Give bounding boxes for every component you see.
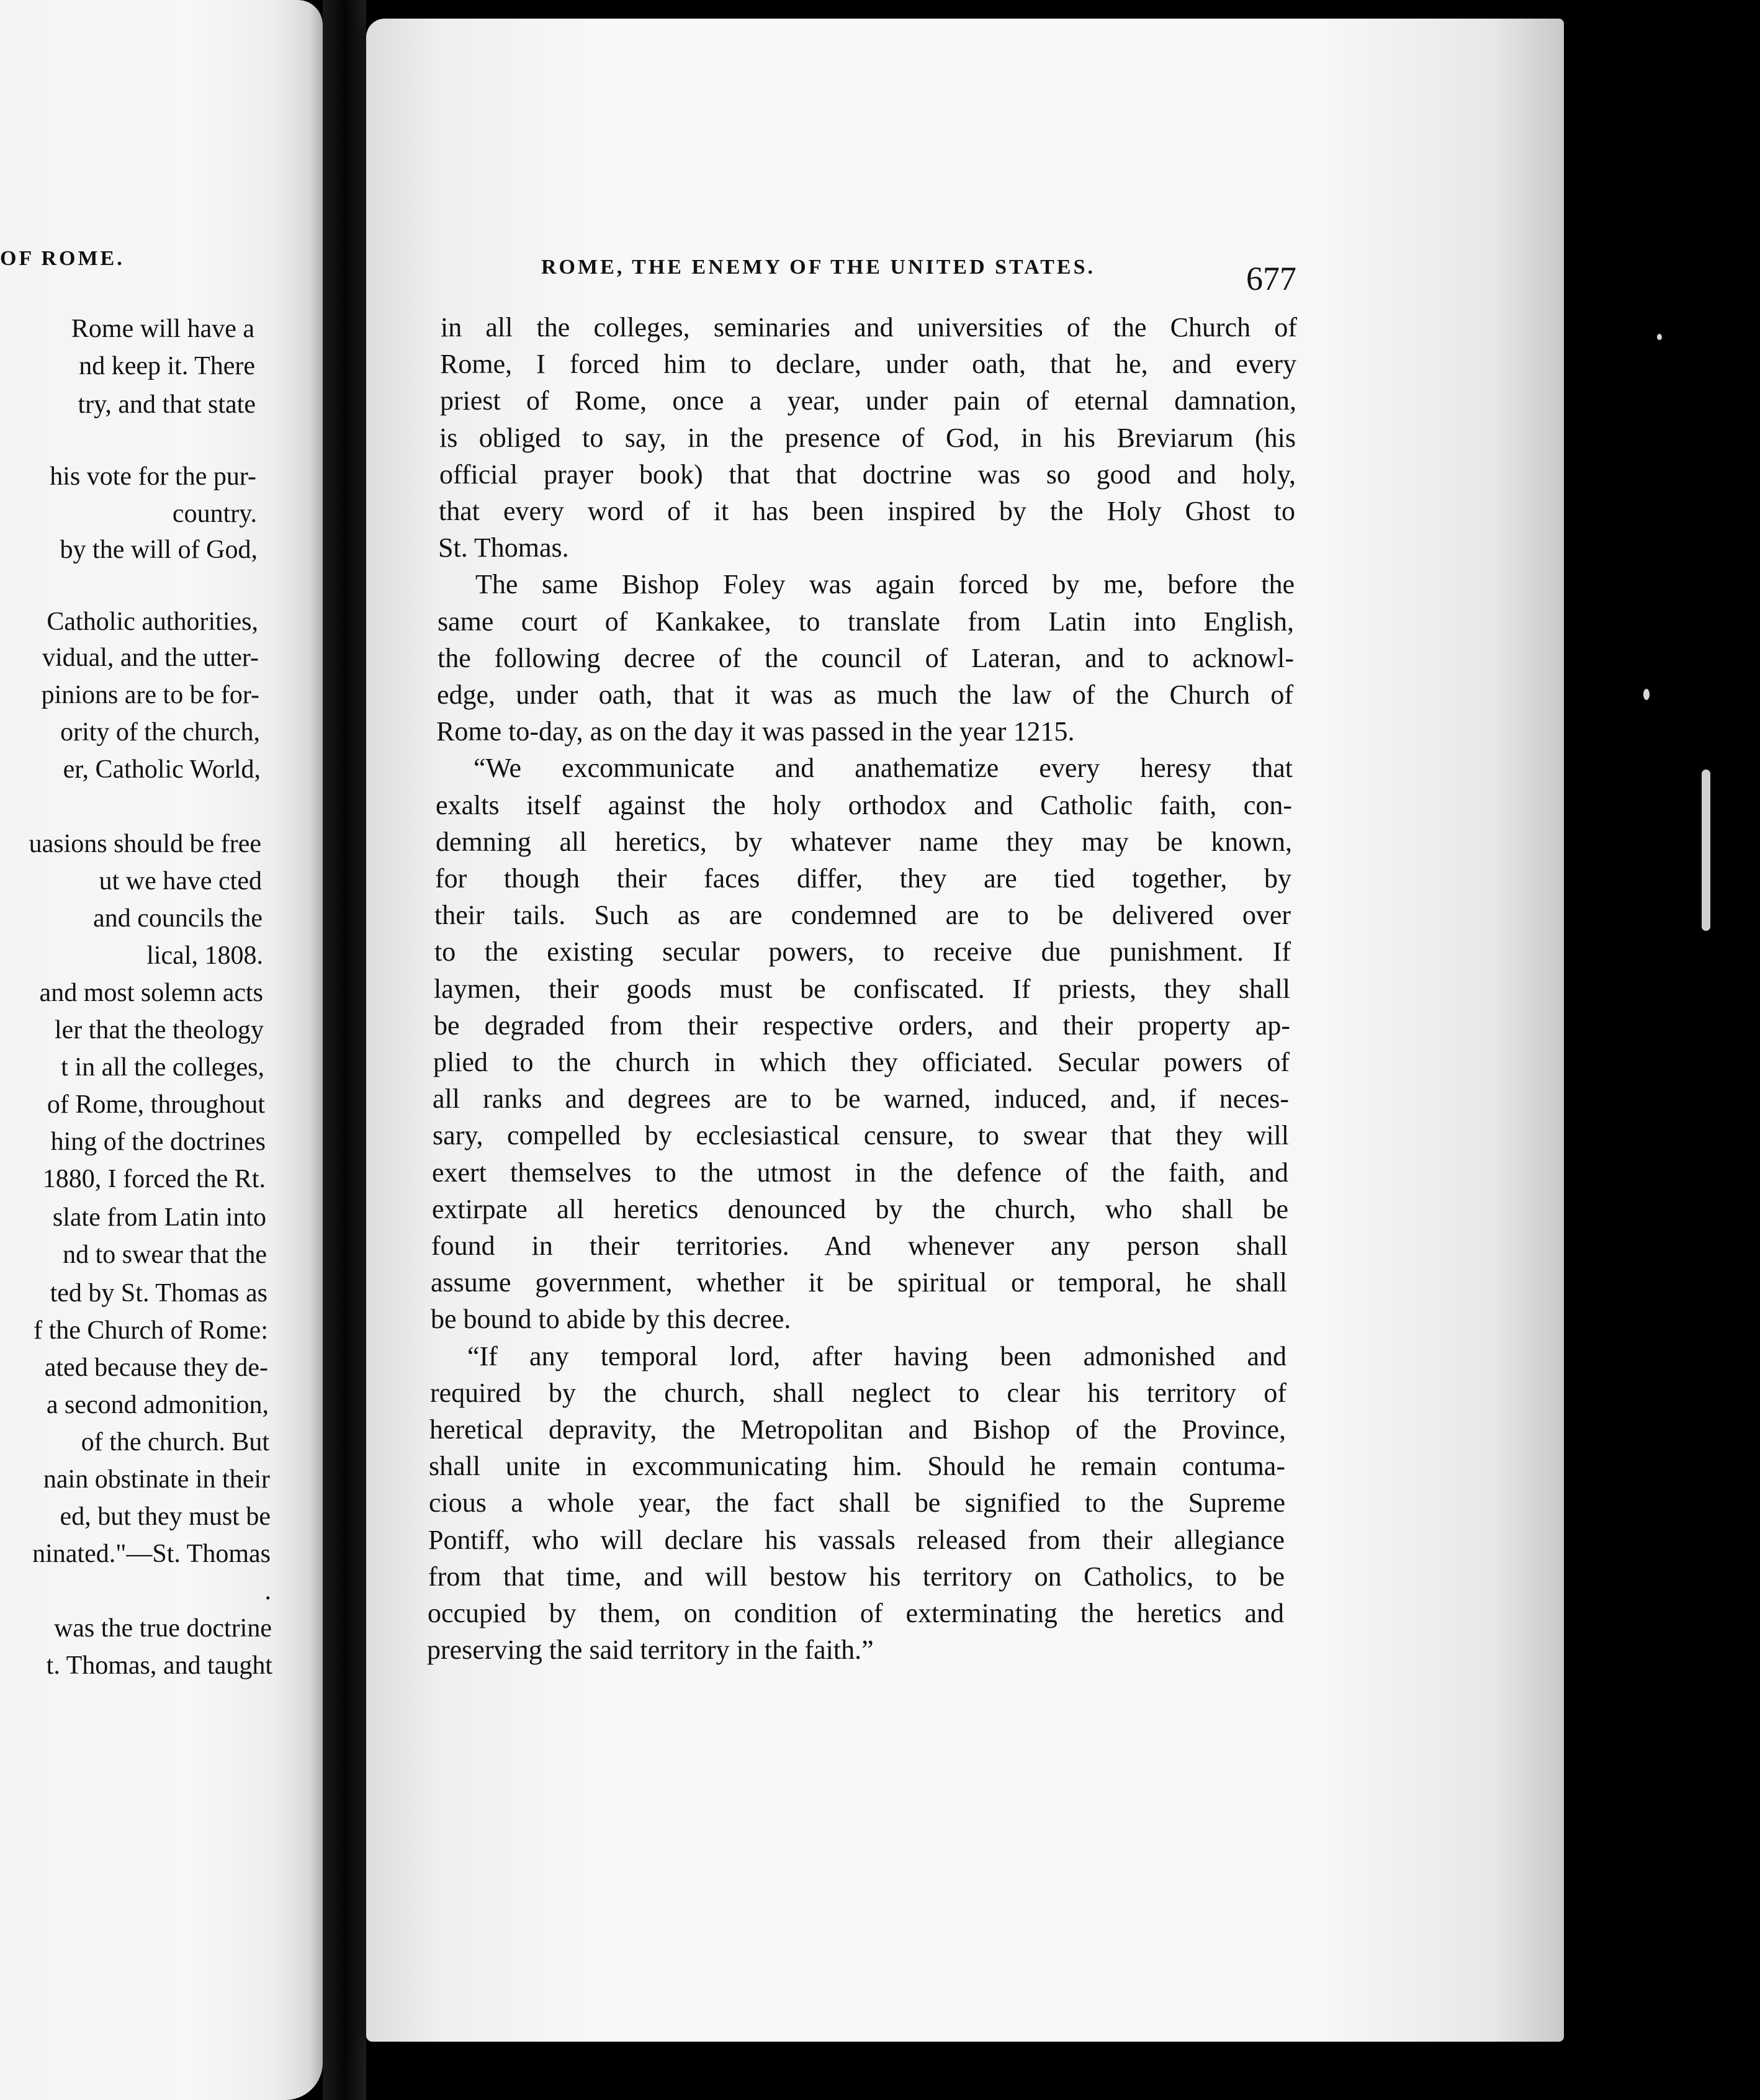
page-number: 677 <box>1246 260 1296 297</box>
left-text-line: country. <box>172 500 257 528</box>
right-page <box>366 19 1564 2042</box>
text-line: laymen, their goods must be confiscated. If priests, they shall <box>434 974 1290 1004</box>
scan-border-dark <box>1564 0 1760 2100</box>
left-text-line: of the church. But <box>81 1428 269 1456</box>
left-text-line: ninated."—St. Thomas <box>32 1540 271 1568</box>
text-line: plied to the church in which they officiated. Secular powers of <box>433 1047 1290 1077</box>
text-line: all ranks and degrees are to be warned, induced, and, if neces- <box>433 1084 1289 1114</box>
left-text-line: slate from Latin into <box>52 1203 266 1232</box>
text-line: Rome, I forced him to declare, under oath, that he, and every <box>440 349 1296 379</box>
left-page <box>0 0 323 2100</box>
left-text-line: 1880, I forced the Rt. <box>42 1165 266 1193</box>
dust-mark <box>1702 770 1710 931</box>
left-text-line: vidual, and the utter- <box>42 644 259 672</box>
text-line: for though their faces differ, they are tied together, by <box>435 863 1291 894</box>
text-line: to the existing secular powers, to receive due punishment. If <box>434 936 1291 967</box>
text-line: edge, under oath, that it was as much the law of the Church of <box>437 680 1293 710</box>
left-text-line: Rome will have a <box>71 315 254 343</box>
text-line: preserving the said territory in the faith.” <box>427 1635 874 1665</box>
left-text-line: nd to swear that the <box>63 1241 267 1269</box>
left-text-line: nain obstinate in their <box>43 1465 270 1494</box>
text-line: be degraded from their respective orders, and their property ap- <box>434 1010 1290 1041</box>
text-line: St. Thomas. <box>438 532 569 563</box>
left-text-line: ated because they de- <box>44 1353 268 1382</box>
left-text-line: of Rome, throughout <box>47 1090 265 1119</box>
text-line: heretical depravity, the Metropolitan and Bishop of the Province, <box>429 1414 1286 1445</box>
left-text-line: t. Thomas, and taught <box>46 1651 272 1680</box>
left-text-line: ut we have cted <box>99 867 262 895</box>
text-line: same court of Kankakee, to translate from Latin into English, <box>438 606 1294 637</box>
left-text-line: ler that the theology <box>54 1016 264 1044</box>
left-text-line: was the true doctrine <box>53 1614 272 1643</box>
text-line: Rome to-day, as on the day it was passed in the year 1215. <box>436 716 1075 747</box>
left-text-line: by the will of God, <box>60 536 258 564</box>
left-text-line: uasions should be free <box>29 830 261 858</box>
left-text-line: . <box>264 1577 271 1605</box>
text-line: is obliged to say, in the presence of God, in his Breviarum (his <box>439 423 1296 453</box>
left-text-line: lical, 1808. <box>146 941 263 970</box>
text-line: shall unite in excommunicating him. Should he remain contuma- <box>429 1451 1285 1481</box>
left-text-line: pinions are to be for- <box>41 681 259 709</box>
text-line: be bound to abide by this decree. <box>431 1304 791 1334</box>
left-text-line: nd keep it. There <box>79 352 255 380</box>
text-line: official prayer book) that that doctrine was so good and holy, <box>439 459 1296 490</box>
left-text-line: ted by St. Thomas as <box>50 1279 267 1308</box>
left-text-line: hing of the doctrines <box>50 1128 266 1156</box>
left-text-line: ed, but they must be <box>60 1502 271 1531</box>
text-line: the following decree of the council of Lateran, and to acknowl- <box>438 643 1294 673</box>
text-line: exert themselves to the utmost in the defence of the faith, and <box>432 1157 1288 1188</box>
text-line: required by the church, shall neglect to clear his territory of <box>430 1378 1286 1408</box>
right-running-head: ROME, THE ENEMY OF THE UNITED STATES. <box>541 256 1095 279</box>
text-line: exalts itself against the holy orthodox and Catholic faith, con- <box>436 790 1292 820</box>
text-line: sary, compelled by ecclesiastical censure, to swear that they will <box>433 1120 1289 1151</box>
left-text-line: his vote for the pur- <box>50 462 256 491</box>
text-line: “We excommunicate and anathematize every heresy that <box>474 753 1293 783</box>
left-text-line: try, and that state <box>78 390 256 419</box>
text-line: The same Bishop Foley was again forced by me, before the <box>475 569 1295 599</box>
text-line: from that time, and will bestow his territory on Catholics, to be <box>428 1561 1285 1592</box>
text-line: priest of Rome, once a year, under pain of eternal damnation, <box>440 385 1296 416</box>
left-text-line: a second admonition, <box>46 1391 269 1419</box>
text-line: demning all heretics, by whatever name they may be known, <box>436 827 1292 857</box>
text-line: “If any temporal lord, after having been admonished and <box>467 1341 1286 1371</box>
left-text-line: er, Catholic World, <box>63 755 261 784</box>
text-line: that every word of it has been inspired by the Holy Ghost to <box>439 496 1295 526</box>
text-line: extirpate all heretics denounced by the church, who shall be <box>432 1194 1288 1224</box>
text-line: Pontiff, who will declare his vassals released from their allegiance <box>428 1525 1285 1555</box>
text-line: assume government, whether it be spiritual or temporal, he shall <box>431 1267 1287 1298</box>
book-gutter <box>323 0 366 2100</box>
text-line: their tails. Such as are condemned are to be delivered over <box>434 900 1291 930</box>
text-line: occupied by them, on condition of exterminating the heretics and <box>428 1598 1284 1628</box>
left-text-line: and most solemn acts <box>39 979 263 1007</box>
left-text-line: f the Church of Rome: <box>34 1316 268 1345</box>
left-text-line: t in all the colleges, <box>61 1053 264 1082</box>
dust-mark <box>1657 334 1662 340</box>
left-text-line: ority of the church, <box>60 718 260 747</box>
left-text-line: Catholic authorities, <box>47 608 258 636</box>
dust-mark <box>1643 689 1650 700</box>
left-running-head: OF ROME. <box>0 247 125 270</box>
text-line: cious a whole year, the fact shall be signified to the Supreme <box>429 1487 1285 1518</box>
text-line: found in their territories. And whenever any person shall <box>431 1231 1288 1261</box>
text-line: in all the colleges, seminaries and universities of the Church of <box>441 312 1297 343</box>
left-text-line: and councils the <box>93 904 263 933</box>
